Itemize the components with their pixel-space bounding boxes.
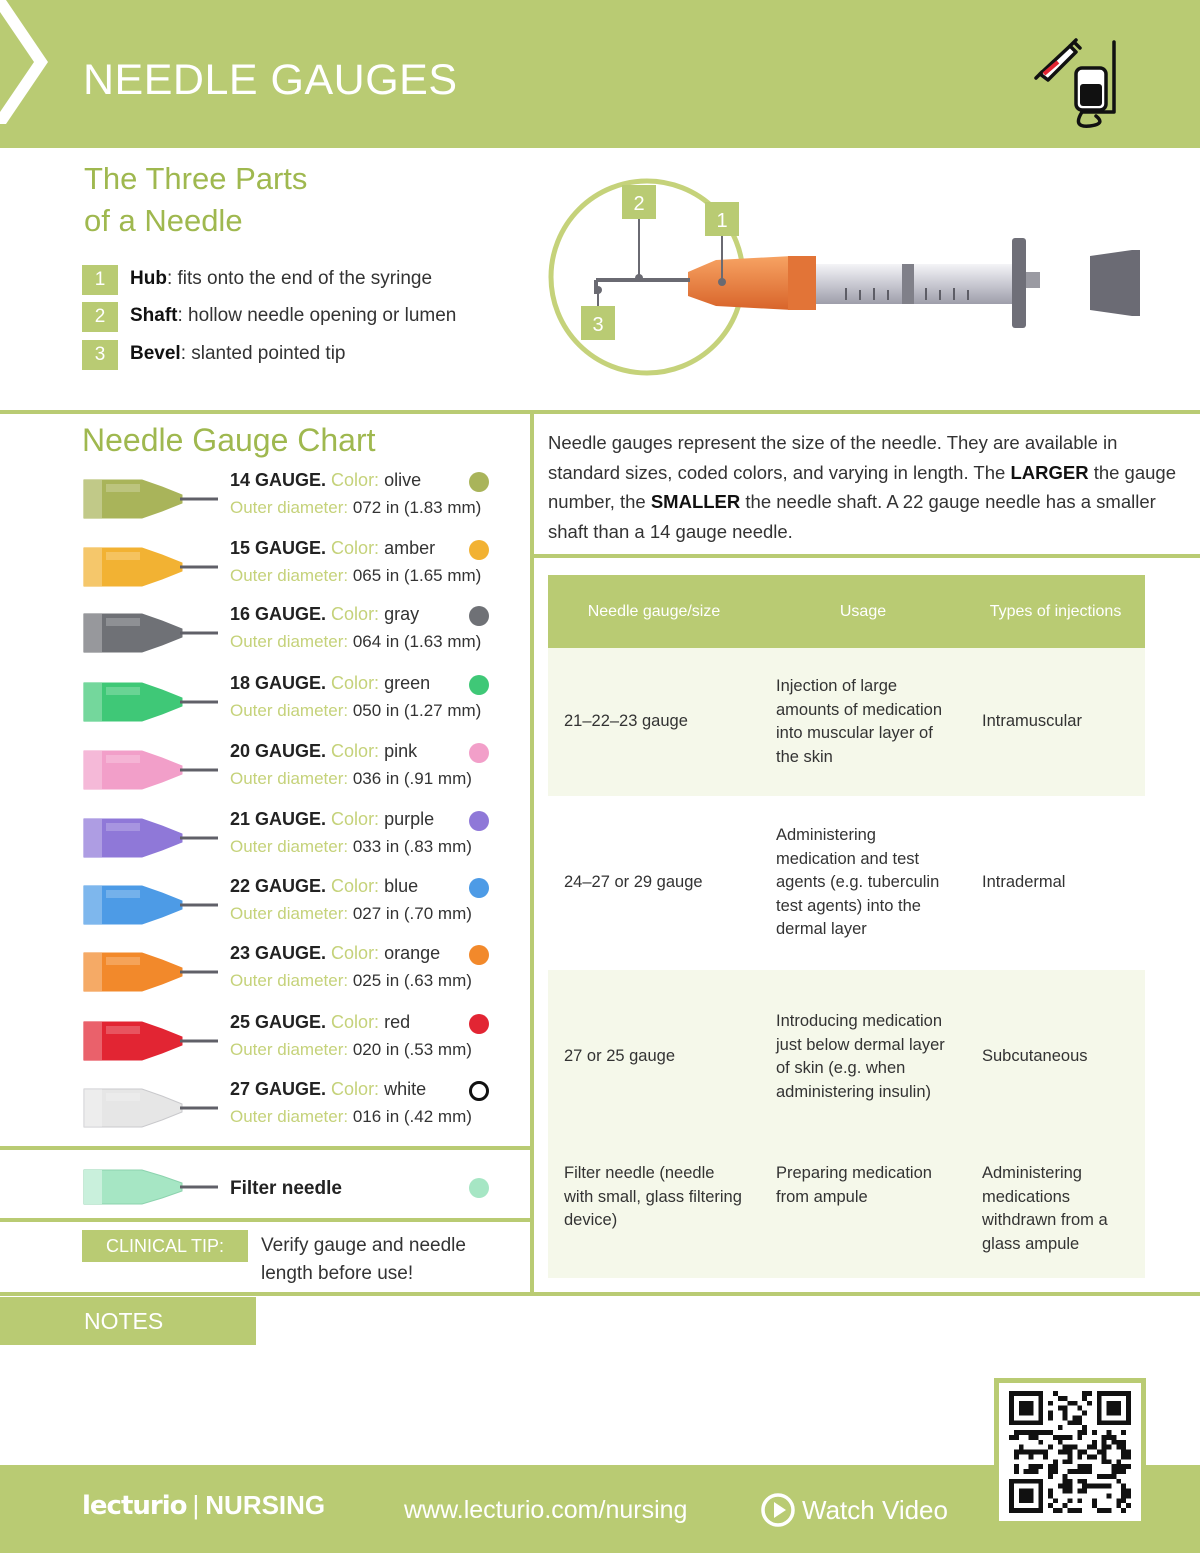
gauge-number: 16 GAUGE. bbox=[230, 604, 327, 624]
diameter-label: Outer diameter: bbox=[230, 769, 349, 788]
part-name: Shaft bbox=[130, 305, 178, 326]
color-dot bbox=[469, 472, 489, 492]
syringe-illustration bbox=[540, 160, 1180, 400]
gauge-number: 22 GAUGE. bbox=[230, 876, 327, 896]
gauge-row bbox=[82, 809, 522, 877]
needle-icon bbox=[82, 608, 222, 658]
gauge-number: 25 GAUGE. bbox=[230, 1012, 327, 1032]
part-description: : slanted pointed tip bbox=[180, 343, 346, 364]
gauge-number: 21 GAUGE. bbox=[230, 809, 327, 829]
syringe-flange bbox=[1012, 238, 1026, 328]
gauge-number: 18 GAUGE. bbox=[230, 673, 327, 693]
gauge-color: red bbox=[384, 1012, 411, 1032]
usage-table bbox=[548, 575, 1145, 1278]
table-cell-usage: Injection of large amounts of medication into muscular layer of the skin bbox=[760, 648, 966, 796]
gauge-color: purple bbox=[384, 809, 435, 829]
clinical-tip-text: Verify gauge and needle length before use! bbox=[261, 1235, 466, 1284]
color-label: Color: bbox=[331, 470, 380, 490]
play-icon bbox=[760, 1492, 796, 1528]
outer-diameter: 027 in (.70 mm) bbox=[352, 904, 472, 923]
color-dot bbox=[469, 743, 489, 763]
gauge-description bbox=[548, 428, 1178, 546]
needle-icon bbox=[82, 474, 222, 524]
desc-part: the needle shaft. A 22 gauge needle has a smaller shaft than a 14 gauge needle. bbox=[548, 491, 1156, 542]
site-url-link[interactable]: www.lecturio.com/nursing bbox=[404, 1496, 688, 1524]
color-label: Color: bbox=[331, 1079, 380, 1099]
gauge-row bbox=[82, 604, 522, 672]
color-dot bbox=[469, 606, 489, 626]
gauge-row bbox=[82, 943, 522, 1011]
outer-diameter: 033 in (.83 mm) bbox=[352, 837, 472, 856]
part-number-badge: 3 bbox=[82, 340, 118, 370]
table-cell-gauge: 24–27 or 29 gauge bbox=[548, 796, 760, 970]
color-label: Color: bbox=[331, 809, 380, 829]
desc-part: Needle gauges represent the size of the needle. They are available in standard sizes, coded colors, and varying in length. The bbox=[548, 432, 1118, 483]
part-name: Hub bbox=[130, 268, 167, 289]
parts-title-line1: The Three Parts bbox=[84, 161, 308, 196]
header-arrow-shape bbox=[0, 0, 48, 124]
outer-diameter: 016 in (.42 mm) bbox=[352, 1107, 472, 1126]
part-number-badge: 1 bbox=[82, 265, 118, 295]
diameter-label: Outer diameter: bbox=[230, 701, 349, 720]
desc-emphasis: SMALLER bbox=[650, 491, 741, 512]
section-divider bbox=[0, 410, 1200, 414]
outer-diameter: 072 in (1.83 mm) bbox=[352, 498, 482, 517]
outer-diameter: 050 in (1.27 mm) bbox=[352, 701, 482, 720]
color-dot bbox=[469, 878, 489, 898]
table-cell-gauge: 27 or 25 gauge bbox=[548, 970, 760, 1144]
table-cell-usage: Introducing medication just below dermal layer of skin (e.g. when administering insulin) bbox=[760, 970, 966, 1144]
color-dot bbox=[469, 540, 489, 560]
needle-icon bbox=[82, 947, 222, 997]
diameter-label: Outer diameter: bbox=[230, 632, 349, 651]
column-header: Usage bbox=[760, 575, 966, 648]
filter-needle-icon bbox=[82, 1164, 222, 1210]
parts-title bbox=[84, 158, 307, 242]
diameter-label: Outer diameter: bbox=[230, 971, 349, 990]
part-item-shaft bbox=[82, 302, 512, 332]
color-dot bbox=[469, 945, 489, 965]
table-row bbox=[548, 970, 1145, 1144]
color-label: Color: bbox=[331, 538, 380, 558]
gauge-number: 23 GAUGE. bbox=[230, 943, 327, 963]
gauge-color: blue bbox=[384, 876, 419, 896]
gauge-number: 20 GAUGE. bbox=[230, 741, 327, 761]
table-row bbox=[548, 796, 1145, 970]
column-divider bbox=[530, 410, 534, 1296]
outer-diameter: 036 in (.91 mm) bbox=[352, 769, 472, 788]
part-description: : hollow needle opening or lumen bbox=[177, 305, 457, 326]
color-dot bbox=[469, 1081, 489, 1101]
gauge-color: white bbox=[384, 1079, 427, 1099]
table-cell-type: Subcutaneous bbox=[966, 970, 1145, 1144]
table-cell-gauge: Filter needle (needle with small, glass filtering device) bbox=[548, 1144, 760, 1278]
column-header: Types of injections bbox=[966, 575, 1145, 648]
brand-separator: | bbox=[192, 1490, 200, 1520]
gauge-number: 14 GAUGE. bbox=[230, 470, 327, 490]
color-label: Color: bbox=[331, 741, 380, 761]
gauge-row bbox=[82, 1012, 522, 1080]
diameter-label: Outer diameter: bbox=[230, 566, 349, 585]
gauge-color: green bbox=[384, 673, 431, 693]
lecturio-logo: lecturio bbox=[82, 1491, 187, 1521]
color-dot bbox=[469, 1014, 489, 1034]
gauge-row bbox=[82, 1079, 522, 1147]
desc-emphasis: LARGER bbox=[1010, 461, 1089, 483]
qr-code-icon bbox=[1007, 1391, 1133, 1513]
brand-subtitle: NURSING bbox=[205, 1490, 326, 1520]
part-name: Bevel bbox=[130, 343, 181, 364]
needle-icon bbox=[82, 813, 222, 863]
page-title: NEEDLE GAUGES bbox=[83, 56, 458, 104]
notes-label: NOTES bbox=[0, 1297, 256, 1345]
gauge-number: 15 GAUGE. bbox=[230, 538, 327, 558]
diameter-label: Outer diameter: bbox=[230, 1107, 349, 1126]
color-dot-filter bbox=[469, 1178, 489, 1198]
outer-diameter: 064 in (1.63 mm) bbox=[352, 632, 482, 651]
diameter-label: Outer diameter: bbox=[230, 498, 349, 517]
gauge-color: orange bbox=[384, 943, 441, 963]
callout-number: 1 bbox=[716, 210, 728, 232]
color-label: Color: bbox=[331, 943, 380, 963]
diameter-label: Outer diameter: bbox=[230, 904, 349, 923]
gauge-row bbox=[82, 876, 522, 944]
table-cell-type: Administering medications withdrawn from a glass ampule bbox=[966, 1144, 1145, 1278]
outer-diameter: 020 in (.53 mm) bbox=[352, 1040, 472, 1059]
gauge-number: 27 GAUGE. bbox=[230, 1079, 327, 1099]
color-label: Color: bbox=[331, 1012, 380, 1032]
table-cell-usage: Administering medication and test agents (e.g. tuberculin test agents) into the dermal layer bbox=[760, 796, 966, 970]
gauge-chart-title: Needle Gauge Chart bbox=[82, 422, 376, 458]
section-divider bbox=[534, 554, 1200, 558]
gauge-row bbox=[82, 538, 522, 606]
color-dot bbox=[469, 811, 489, 831]
table-cell-type: Intradermal bbox=[966, 796, 1145, 970]
section-divider bbox=[0, 1218, 530, 1222]
color-label: Color: bbox=[331, 604, 380, 624]
syringe-plunger-head bbox=[1090, 250, 1140, 316]
color-dot bbox=[469, 675, 489, 695]
needle-icon bbox=[82, 1083, 222, 1133]
needle-icon bbox=[82, 1016, 222, 1066]
part-number-badge: 2 bbox=[82, 302, 118, 332]
needle-icon bbox=[82, 542, 222, 592]
iv-bag-syringe-icon bbox=[1030, 32, 1126, 130]
gauge-color: pink bbox=[384, 741, 418, 761]
needle-icon bbox=[82, 677, 222, 727]
table-cell-gauge: 21–22–23 gauge bbox=[548, 648, 760, 796]
gauge-row bbox=[82, 673, 522, 741]
gauge-row bbox=[82, 470, 522, 538]
diameter-label: Outer diameter: bbox=[230, 1040, 349, 1059]
part-item-hub bbox=[82, 265, 512, 295]
watch-video-label: Watch Video bbox=[802, 1495, 948, 1525]
filter-needle-row bbox=[82, 1162, 522, 1212]
outer-diameter: 065 in (1.65 mm) bbox=[352, 566, 482, 585]
table-cell-usage: Preparing medication from ampule bbox=[760, 1144, 966, 1278]
part-item-bevel bbox=[82, 340, 512, 370]
needle-icon bbox=[82, 880, 222, 930]
outer-diameter: 025 in (.63 mm) bbox=[352, 971, 472, 990]
table-header-row bbox=[548, 575, 1145, 648]
table-row bbox=[548, 648, 1145, 796]
qr-code[interactable] bbox=[994, 1378, 1146, 1526]
gauge-color: amber bbox=[384, 538, 436, 558]
brand bbox=[82, 1490, 325, 1521]
gauge-row bbox=[82, 741, 522, 809]
section-divider bbox=[0, 1292, 1200, 1296]
column-header: Needle gauge/size bbox=[548, 575, 760, 648]
filter-needle-label: Filter needle bbox=[230, 1178, 342, 1199]
clinical-tip-label: CLINICAL TIP: bbox=[82, 1230, 248, 1262]
callout-number: 2 bbox=[633, 193, 645, 215]
callout-number: 3 bbox=[592, 314, 604, 336]
diameter-label: Outer diameter: bbox=[230, 837, 349, 856]
table-cell-type: Intramuscular bbox=[966, 648, 1145, 796]
parts-title-line2: of a Needle bbox=[84, 203, 243, 238]
needle-icon bbox=[82, 745, 222, 795]
part-description: : fits onto the end of the syringe bbox=[166, 268, 433, 289]
color-label: Color: bbox=[331, 876, 380, 896]
table-row bbox=[548, 1144, 1145, 1278]
color-label: Color: bbox=[331, 673, 380, 693]
gauge-color: gray bbox=[384, 604, 420, 624]
desc-part: the gauge number, the bbox=[548, 461, 1177, 512]
gauge-color: olive bbox=[384, 470, 422, 490]
